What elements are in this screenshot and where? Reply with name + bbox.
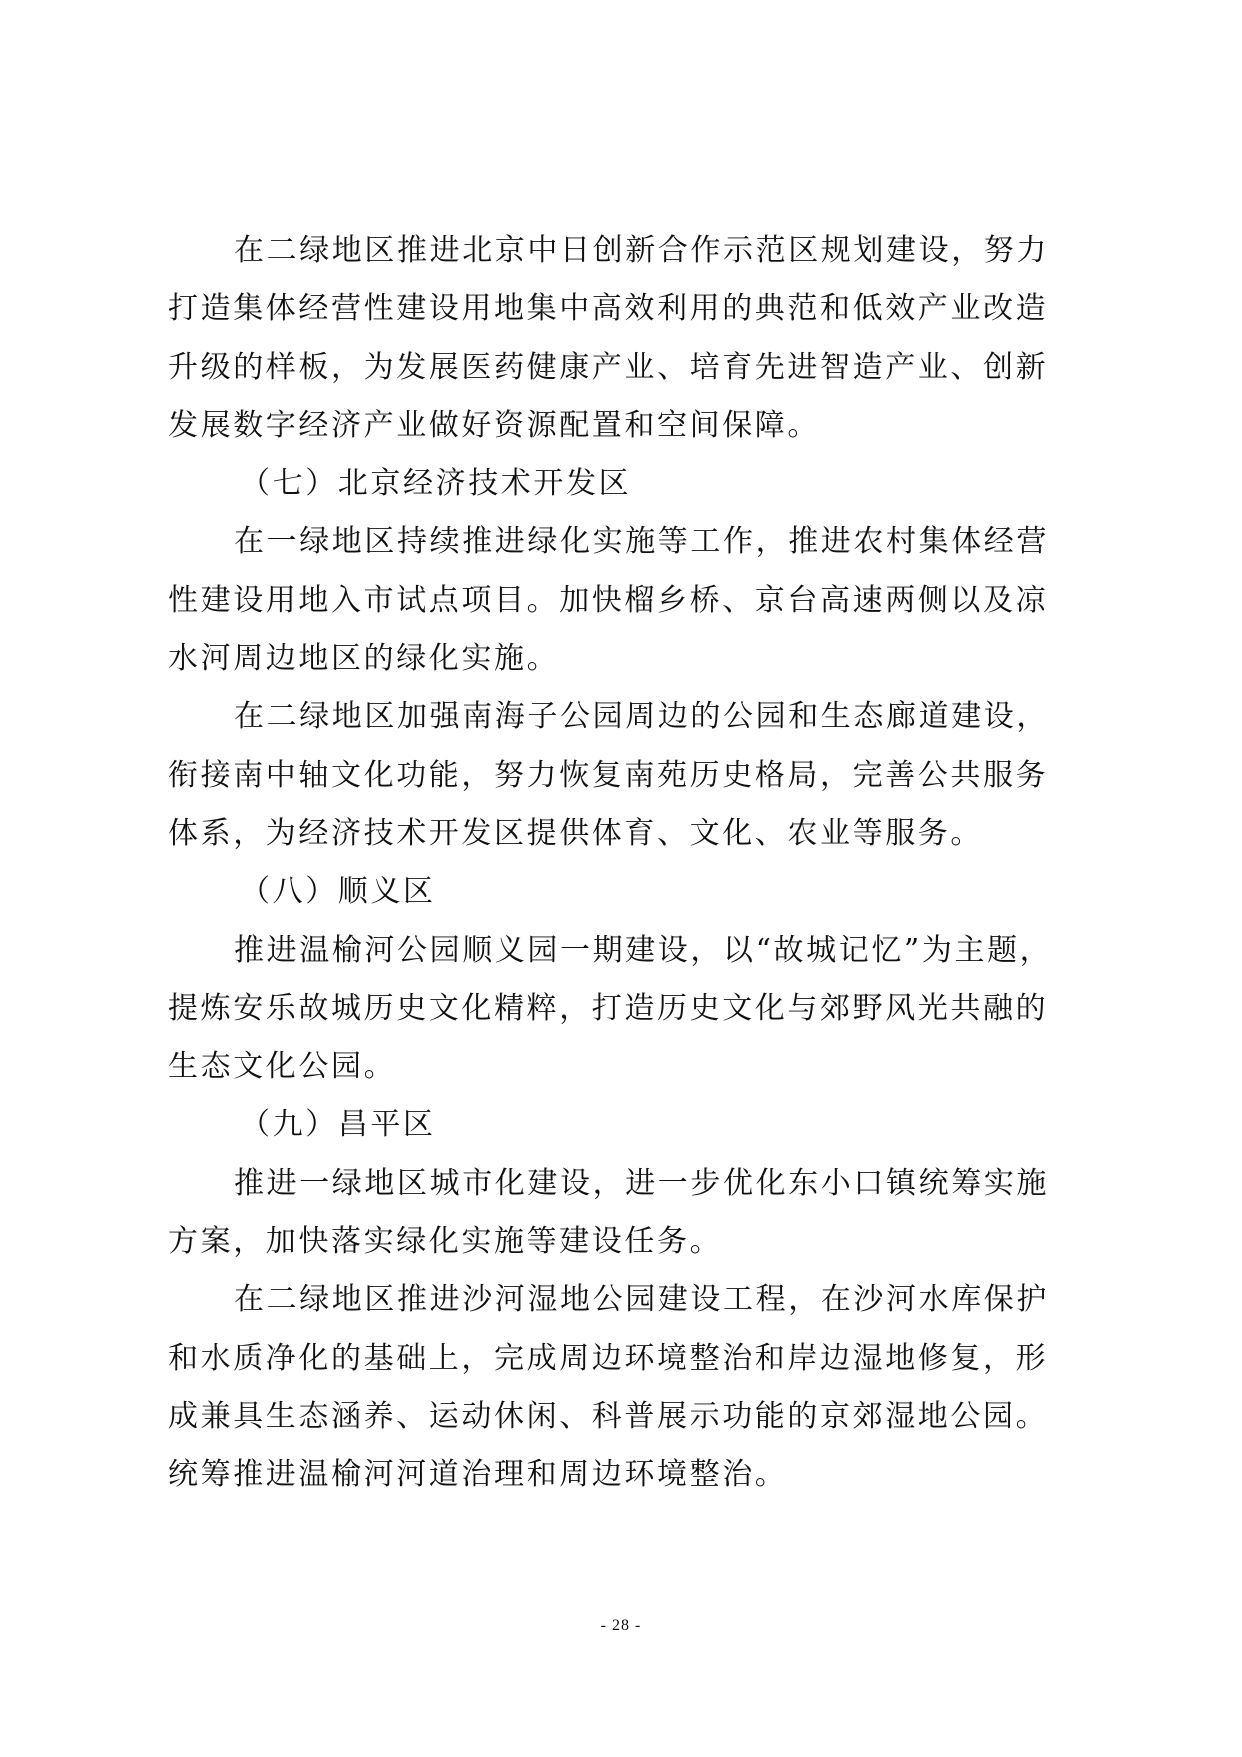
text-line: 生态文化公园。 (168, 1049, 397, 1085)
section-heading-shunyi (168, 863, 1074, 921)
section-heading: （七）北京经济技术开发区 (240, 466, 632, 502)
text-line: 水河周边地区的绿化实施。 (168, 641, 560, 677)
text-line: 统筹推进温榆河河道治理和周边环境整治。 (168, 1457, 788, 1493)
section-heading: （八）顺义区 (240, 874, 436, 910)
paragraph-first-green-area (168, 513, 1074, 688)
text-line: 打造集体经营性建设用地集中高效利用的典范和低效产业改造 (168, 291, 1049, 327)
text-line: 方案，加快落实绿化实施等建设任务。 (168, 1224, 723, 1260)
text-line: 成兼具生态涵养、运动休闲、科普展示功能的京郊湿地公园。 (168, 1398, 1049, 1434)
section-heading-economic-development-zone (168, 455, 1074, 513)
text-line: 升级的样板，为发展医药健康产业、培育先进智造产业、创新 (168, 349, 1049, 385)
text-line: 和水质净化的基础上，完成周边环境整治和岸边湿地修复，形 (168, 1340, 1049, 1376)
text-line: 在二绿地区推进沙河湿地公园建设工程，在沙河水库保护 (234, 1282, 1049, 1318)
text-line: 提炼安乐故城历史文化精粹，打造历史文化与郊野风光共融的 (168, 990, 1049, 1026)
text-line: 体系，为经济技术开发区提供体育、文化、农业等服务。 (168, 815, 983, 851)
text-line: 性建设用地入市试点项目。加快榴乡桥、京台高速两侧以及凉 (168, 582, 1049, 618)
section-heading: （九）昌平区 (240, 1107, 436, 1143)
text-line: 推进一绿地区城市化建设，进一步优化东小口镇统筹实施 (234, 1165, 1049, 1201)
paragraph-nanhaizi-park (168, 688, 1074, 863)
text-line: 衔接南中轴文化功能，努力恢复南苑历史格局，完善公共服务 (168, 757, 1049, 793)
text-line: 在二绿地区加强南海子公园周边的公园和生态廊道建设， (234, 699, 1049, 735)
paragraph-wenyu-river-shunyi (168, 922, 1074, 1097)
paragraph-shahe-wetland (168, 1271, 1074, 1504)
paragraph-zhongri-demo-zone (168, 222, 1074, 455)
paragraph-dongxiaokou (168, 1155, 1074, 1272)
text-line: 在二绿地区推进北京中日创新合作示范区规划建设，努力 (234, 233, 1049, 268)
text-line: 在一绿地区持续推进绿化实施等工作，推进农村集体经营 (234, 524, 1049, 560)
section-heading-changping (168, 1096, 1074, 1154)
page-number: - 28 - (600, 1617, 642, 1634)
document-body (168, 222, 1074, 1505)
text-line: 发展数字经济产业做好资源配置和空间保障。 (168, 407, 820, 443)
text-line: 推进温榆河公园顺义园一期建设，以“故城记忆”为主题， (234, 932, 1053, 968)
